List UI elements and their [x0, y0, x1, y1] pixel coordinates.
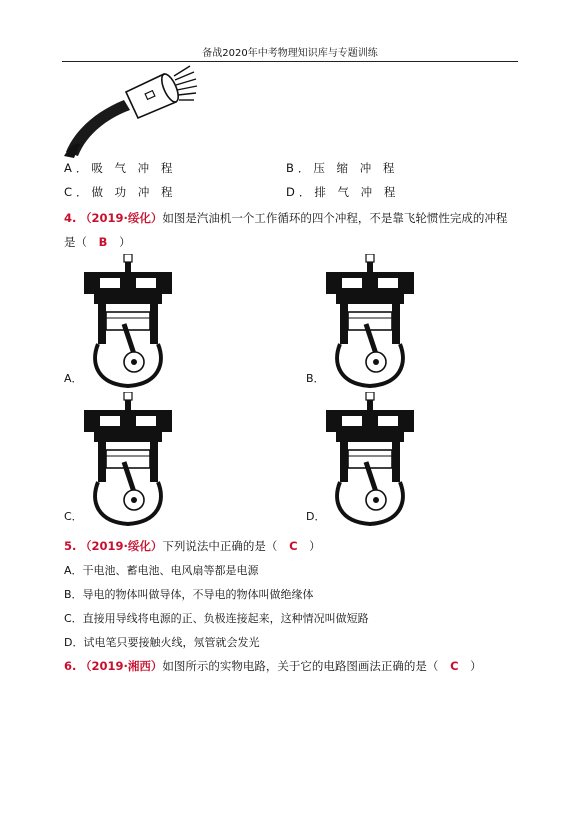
q3-option-c: C．做 功 冲 程	[64, 185, 177, 199]
q4-paren-open: 是（	[64, 235, 87, 249]
page-header: 备战2020年中考物理知识库与专题训练	[202, 48, 378, 59]
q4-answer: B	[98, 235, 108, 249]
engine-label-b: B．	[306, 372, 325, 385]
q5-source: （2019·绥化）	[80, 539, 163, 553]
q4-question: 如图是汽油机一个工作循环的四个冲程，不是靠飞轮惯性完成的冲程	[162, 211, 508, 225]
q5-option-d: D．试电笔只要接触火线，氖管就会发光	[64, 636, 260, 649]
q6-answer: C	[450, 659, 459, 673]
q5-option-b: B．导电的物体叫做导体，不导电的物体叫做绝缘体	[64, 588, 314, 601]
q4-stem	[64, 210, 507, 226]
q6-question: 如图所示的实物电路，关于它的电路图画法正确的是（	[162, 659, 439, 673]
q3-option-b: B．压 缩 冲 程	[286, 161, 399, 175]
q5-number: 5.	[64, 539, 77, 553]
engine-figure-a	[80, 254, 176, 390]
q4-paren-close: ）	[119, 235, 131, 249]
q6-paren-close: ）	[470, 659, 482, 673]
q6-source: （2019·湘西）	[80, 659, 163, 673]
q6-stem	[64, 658, 482, 674]
engine-label-c: C．	[64, 510, 83, 523]
q4-number: 4.	[64, 211, 77, 225]
q5-stem	[64, 538, 321, 554]
q5-question: 下列说法中正确的是（	[162, 539, 278, 553]
q5-answer: C	[289, 539, 298, 553]
q5-option-a: A．干电池、蓄电池、电风扇等都是电源	[64, 564, 259, 577]
q3-option-a: A．吸 气 冲 程	[64, 161, 177, 175]
engine-figure-b	[322, 254, 418, 390]
q4-source: （2019·绥化）	[80, 211, 163, 225]
engine-label-a: A．	[64, 372, 83, 385]
engine-label-d: D．	[306, 510, 326, 523]
q4-stem-line2	[64, 234, 131, 250]
q5-paren-close: ）	[309, 539, 321, 553]
engine-figure-c	[80, 392, 176, 528]
engine-figure-d	[322, 392, 418, 528]
q3-figure	[64, 62, 214, 162]
q3-option-d: D．排 气 冲 程	[286, 185, 400, 199]
q5-option-c: C．直接用导线将电源的正、负极连接起来，这种情况叫做短路	[64, 612, 369, 625]
q6-number: 6.	[64, 659, 77, 673]
